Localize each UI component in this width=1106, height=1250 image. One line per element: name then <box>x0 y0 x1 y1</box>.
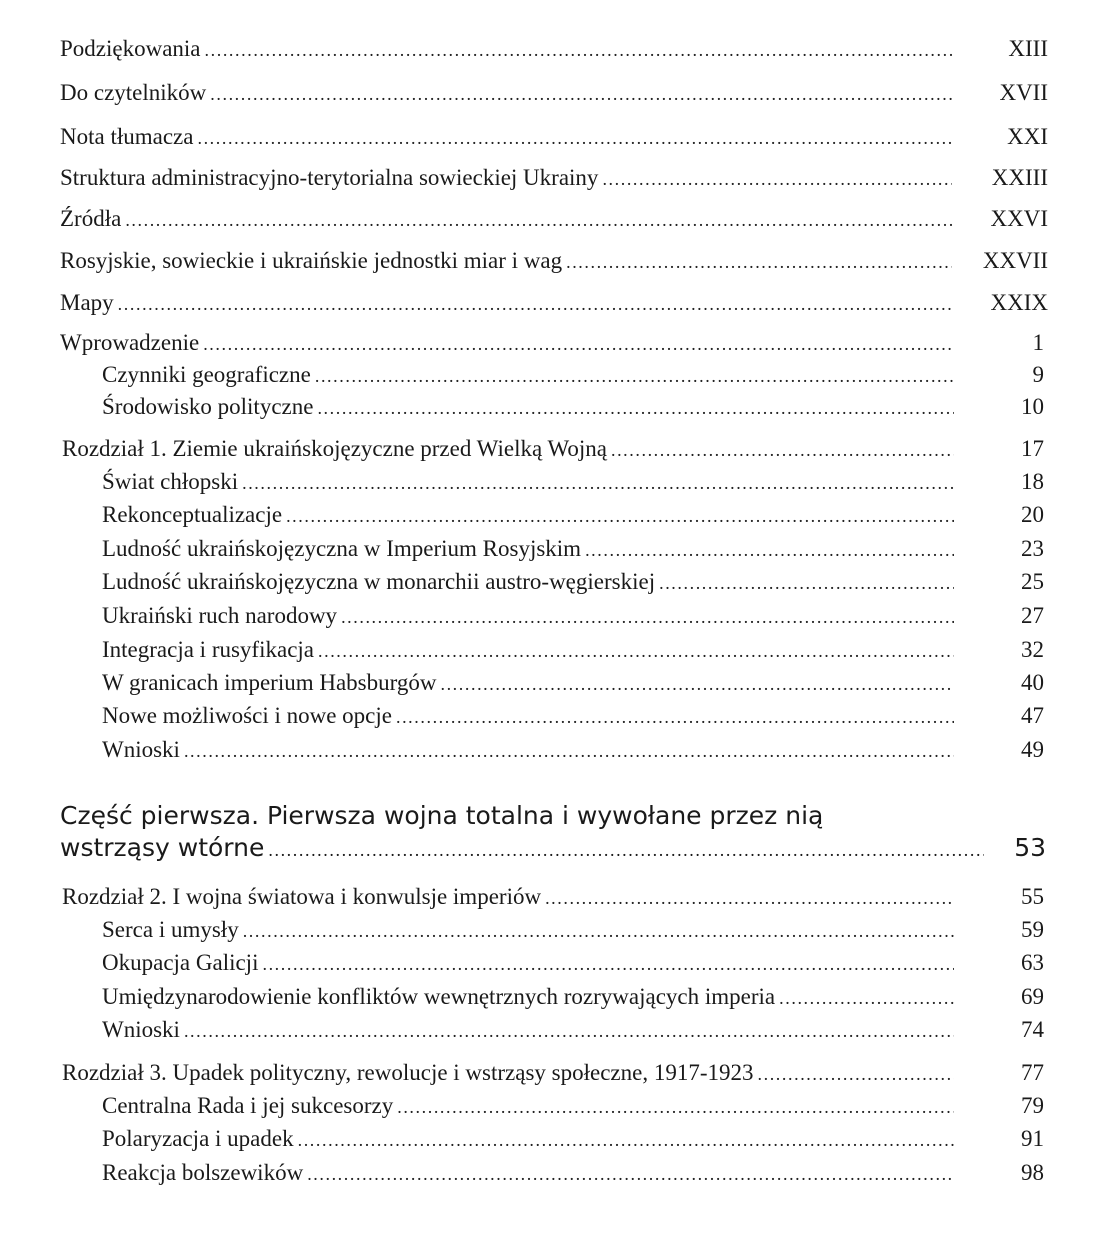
toc-entry-chapter-3 <box>0 1060 1106 1094</box>
leader-dots <box>125 210 952 231</box>
leader-dots <box>210 84 952 105</box>
toc-subentry <box>0 502 1106 536</box>
toc-entry-title: Podziękowania <box>60 36 201 61</box>
toc-entry <box>0 124 1106 158</box>
toc-entry-title: Nota tłumacza <box>60 124 194 149</box>
leader-dots <box>545 888 954 909</box>
toc-entry-title: Integracja i rusyfikacja <box>102 637 314 662</box>
toc-entry-page: 91 <box>1021 1126 1044 1151</box>
leader-dots <box>440 674 954 695</box>
toc-subentry <box>0 670 1106 704</box>
toc-entry <box>0 248 1106 282</box>
leader-dots <box>184 741 954 762</box>
toc-entry-chapter-1 <box>0 436 1106 470</box>
toc-entry-page: 47 <box>1021 703 1044 728</box>
leader-dots <box>758 1064 955 1085</box>
toc-subentry <box>0 394 1106 428</box>
toc-subentry <box>0 917 1106 951</box>
toc-entry <box>0 290 1106 324</box>
toc-entry-page: 79 <box>1021 1093 1044 1118</box>
toc-entry-page: 20 <box>1021 502 1044 527</box>
toc-entry-page: 63 <box>1021 950 1044 975</box>
toc-entry-page: 53 <box>1014 833 1046 862</box>
toc-entry-title: Rosyjskie, sowieckie i ukraińskie jednostki miar i wag <box>60 248 563 273</box>
toc-entry-title: W granicach imperium Habsburgów <box>102 670 437 695</box>
toc-entry-page: 77 <box>1021 1060 1044 1085</box>
toc-entry-title: Wnioski <box>102 1017 180 1042</box>
leader-dots <box>197 128 952 149</box>
toc-subentry <box>0 603 1106 637</box>
toc-entry-page: XXIX <box>990 290 1048 315</box>
leader-dots <box>262 954 954 975</box>
toc-entry-title: Rekonceptualizacje <box>102 502 283 527</box>
leader-dots <box>118 294 952 315</box>
toc-entry-page: 27 <box>1021 603 1044 628</box>
toc-subentry <box>0 1126 1106 1160</box>
toc-entry-title: Nowe możliwości i nowe opcje <box>102 703 392 728</box>
leader-dots <box>396 707 954 728</box>
toc-subentry <box>0 637 1106 671</box>
toc-entry-page: XXVII <box>982 248 1048 273</box>
leader-dots <box>585 540 954 561</box>
toc-entry-title: Mapy <box>60 290 114 315</box>
toc-subentry <box>0 1017 1106 1051</box>
leader-dots <box>205 40 952 61</box>
toc-entry <box>0 80 1106 114</box>
toc-entry-page: 9 <box>1032 362 1044 387</box>
leader-dots <box>243 921 954 942</box>
toc-entry-page: 1 <box>1032 330 1044 355</box>
toc-part-heading <box>60 800 1046 866</box>
toc-entry-title: Środowisko polityczne <box>102 394 314 419</box>
toc-entry-title: Umiędzynarodowienie konfliktów wewnętrznych rozrywających imperia <box>102 984 776 1009</box>
toc-entry-title: Wnioski <box>102 737 180 762</box>
toc-entry-title: Rozdział 3. Upadek polityczny, rewolucje i wstrząsy społeczne, 1917-1923 <box>62 1060 754 1085</box>
toc-entry-page: 98 <box>1021 1160 1044 1185</box>
leader-dots <box>341 607 954 628</box>
toc-entry-page: 74 <box>1021 1017 1044 1042</box>
toc-entry-page: 49 <box>1021 737 1044 762</box>
toc-entry-page: 32 <box>1021 637 1044 662</box>
part-title-line-1: Część pierwsza. Pierwsza wojna totalna i wywołane przez nią <box>60 801 824 830</box>
toc-entry-page: 23 <box>1021 536 1044 561</box>
toc-entry-title: Serca i umysły <box>102 917 239 942</box>
toc-entry-page: 55 <box>1021 884 1044 909</box>
toc-entry-title: Rozdział 1. Ziemie ukraińskojęzyczne przed Wielką Wojną <box>62 436 607 461</box>
leader-dots <box>307 1164 954 1185</box>
toc-entry-title: Ludność ukraińskojęzyczna w monarchii austro-węgierskiej <box>102 569 656 594</box>
leader-dots <box>602 169 952 190</box>
toc-subentry <box>0 469 1106 503</box>
toc-entry-introduction <box>0 330 1106 364</box>
part-title-line-2-row <box>60 832 1046 866</box>
leader-dots <box>566 252 952 273</box>
toc-entry <box>0 36 1106 70</box>
toc-entry-title: Czynniki geograficzne <box>102 362 311 387</box>
toc-entry-page: 10 <box>1021 394 1044 419</box>
toc-entry-title: Centralna Rada i jej sukcesorzy <box>102 1093 394 1118</box>
toc-entry-page: 17 <box>1021 436 1044 461</box>
toc-entry-page: XXI <box>1007 124 1048 149</box>
toc-entry-chapter-2 <box>0 884 1106 918</box>
toc-entry-title: Okupacja Galicji <box>102 950 259 975</box>
toc-entry-title: Do czytelników <box>60 80 207 105</box>
toc-entry-title: Źródła <box>60 206 122 231</box>
toc-entry-title: Ludność ukraińskojęzyczna w Imperium Rosyjskim <box>102 536 582 561</box>
leader-dots <box>203 334 954 355</box>
toc-subentry <box>0 737 1106 771</box>
leader-dots <box>779 988 954 1009</box>
toc-entry-title: Struktura administracyjno-terytorialna sowieckiej Ukrainy <box>60 165 599 190</box>
toc-entry-title: Świat chłopski <box>102 469 239 494</box>
toc-entry-page: 59 <box>1021 917 1044 942</box>
toc-entry-page: 40 <box>1021 670 1044 695</box>
toc-subentry <box>0 1093 1106 1127</box>
toc-subentry <box>0 536 1106 570</box>
toc-entry-page: XXVI <box>990 206 1048 231</box>
part-title-line-2: wstrząsy wtórne <box>60 833 265 862</box>
toc-entry-page: 18 <box>1021 469 1044 494</box>
leader-dots <box>298 1130 954 1151</box>
toc-entry-page: XVII <box>999 80 1048 105</box>
leader-dots <box>268 834 984 866</box>
toc-entry-page: XXIII <box>991 165 1048 190</box>
leader-dots <box>611 440 954 461</box>
toc-entry <box>0 206 1106 240</box>
toc-entry-page: 69 <box>1021 984 1044 1009</box>
leader-dots <box>318 641 954 662</box>
leader-dots <box>659 573 954 594</box>
toc-entry-title: Reakcja bolszewików <box>102 1160 304 1185</box>
toc-subentry <box>0 362 1106 396</box>
toc-subentry <box>0 703 1106 737</box>
toc-entry-page: 25 <box>1021 569 1044 594</box>
toc-entry-title: Wprowadzenie <box>60 330 200 355</box>
leader-dots <box>317 398 954 419</box>
toc-entry-title: Rozdział 2. I wojna światowa i konwulsje imperiów <box>62 884 542 909</box>
toc-subentry <box>0 569 1106 603</box>
toc-subentry <box>0 1160 1106 1194</box>
toc-entry-page: XIII <box>1008 36 1048 61</box>
leader-dots <box>397 1097 954 1118</box>
leader-dots <box>315 366 954 387</box>
toc-subentry <box>0 984 1106 1018</box>
toc-subentry <box>0 950 1106 984</box>
toc-entry-title: Ukraiński ruch narodowy <box>102 603 338 628</box>
leader-dots <box>242 473 954 494</box>
leader-dots <box>286 506 954 527</box>
leader-dots <box>184 1021 954 1042</box>
toc-entry-title: Polaryzacja i upadek <box>102 1126 294 1151</box>
toc-entry <box>0 165 1106 199</box>
